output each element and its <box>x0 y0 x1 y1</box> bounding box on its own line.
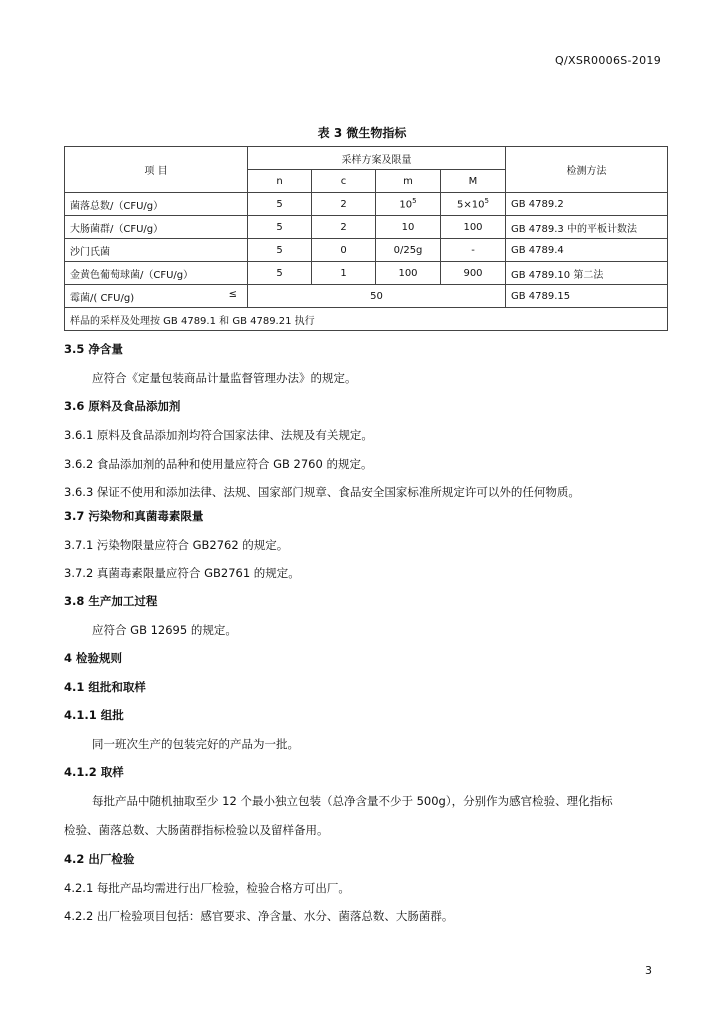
row-n: 5 <box>248 262 312 285</box>
table-footnote: 样品的采样及处理按 GB 4789.1 和 GB 4789.21 执行 <box>65 308 668 331</box>
subheader-n: n <box>248 170 312 193</box>
table-row <box>65 262 668 285</box>
section-4-1-1-title: 4.1.1 组批 <box>64 708 124 722</box>
row-method: GB 4789.10 第二法 <box>506 262 668 285</box>
row-M: 100 <box>441 216 506 239</box>
section-3-6-2: 3.6.2 食品添加剂的品种和使用量应符合 GB 2760 的规定。 <box>64 457 373 471</box>
row-n: 5 <box>248 216 312 239</box>
table-row-mold <box>65 285 668 308</box>
section-3-6-title: 3.6 原料及食品添加剂 <box>64 399 181 413</box>
row-M-base: 5×10 <box>457 199 485 211</box>
row-M: 900 <box>441 262 506 285</box>
section-4-1-2-text-line1: 每批产品中随机抽取至少 12 个最小独立包装（总净含量不少于 500g），分别作为感官检验、理化指标 <box>92 794 613 808</box>
section-4-1-1-text: 同一班次生产的包装完好的产品为一批。 <box>92 737 299 751</box>
microbial-indicator-table <box>64 146 668 331</box>
section-3-5-title: 3.5 净含量 <box>64 342 123 356</box>
row-item: 菌落总数/（CFU/g） <box>65 193 248 216</box>
row-n: 5 <box>248 239 312 262</box>
header-item: 项 目 <box>65 147 248 193</box>
section-4-1-2-text-line2: 检验、菌落总数、大肠菌群指标检验以及留样备用。 <box>64 823 329 837</box>
section-3-7-title: 3.7 污染物和真菌毒素限量 <box>64 509 204 523</box>
row-m-base: 10 <box>399 199 413 211</box>
row-m <box>376 193 441 216</box>
row-M-exponent: 5 <box>484 197 489 206</box>
row-method: GB 4789.3 中的平板计数法 <box>506 216 668 239</box>
row-m: 100 <box>376 262 441 285</box>
section-4-2-2: 4.2.2 出厂检验项目包括：感官要求、净含量、水分、菌落总数、大肠菌群。 <box>64 909 454 923</box>
section-3-6-1: 3.6.1 原料及食品添加剂均符合国家法律、法规及有关规定。 <box>64 428 373 442</box>
table-row <box>65 193 668 216</box>
row-item: 金黄色葡萄球菌/（CFU/g） <box>65 262 248 285</box>
section-4-2-1: 4.2.1 每批产品均需进行出厂检验，检验合格方可出厂。 <box>64 881 350 895</box>
section-4-1-title: 4.1 组批和取样 <box>64 680 146 694</box>
mold-limit: 50 <box>248 285 506 308</box>
section-3-7-2: 3.7.2 真菌毒素限量应符合 GB2761 的规定。 <box>64 566 300 580</box>
mold-method: GB 4789.15 <box>506 285 668 308</box>
header-sampling-plan: 采样方案及限量 <box>248 147 506 170</box>
document-code: Q/XSR0006S-2019 <box>555 54 661 67</box>
section-3-7-1: 3.7.1 污染物限量应符合 GB2762 的规定。 <box>64 538 289 552</box>
table-row <box>65 239 668 262</box>
table-row <box>65 216 668 239</box>
section-4-2-title: 4.2 出厂检验 <box>64 852 135 866</box>
section-3-8-title: 3.8 生产加工过程 <box>64 594 158 608</box>
table-title: 表 3 微生物指标 <box>317 126 407 140</box>
section-4-title: 4 检验规则 <box>64 651 123 665</box>
row-c: 1 <box>312 262 376 285</box>
row-method: GB 4789.2 <box>506 193 668 216</box>
section-4-1-2-title: 4.1.2 取样 <box>64 765 124 779</box>
mold-limit-symbol: ≤ <box>228 288 237 300</box>
section-3-8-text: 应符合 GB 12695 的规定。 <box>92 623 237 637</box>
header-test-method: 检测方法 <box>506 147 668 193</box>
page-number: 3 <box>645 964 652 977</box>
row-item: 大肠菌群/（CFU/g） <box>65 216 248 239</box>
subheader-c: c <box>312 170 376 193</box>
row-m: 0/25g <box>376 239 441 262</box>
row-method: GB 4789.4 <box>506 239 668 262</box>
row-c: 2 <box>312 216 376 239</box>
row-m: 10 <box>376 216 441 239</box>
row-M: - <box>441 239 506 262</box>
subheader-m: m <box>376 170 441 193</box>
mold-item <box>65 285 248 308</box>
section-3-6-3: 3.6.3 保证不使用和添加法律、法规、国家部门规章、食品安全国家标准所规定许可以外的任何物质。 <box>64 485 580 499</box>
section-3-5-text: 应符合《定量包装商品计量监督管理办法》的规定。 <box>92 371 357 385</box>
mold-item-label: 霉菌/( CFU/g) <box>70 292 135 304</box>
row-c: 0 <box>312 239 376 262</box>
row-item: 沙门氏菌 <box>65 239 248 262</box>
row-n: 5 <box>248 193 312 216</box>
row-m-exponent: 5 <box>412 197 417 206</box>
subheader-M: M <box>441 170 506 193</box>
row-M <box>441 193 506 216</box>
row-c: 2 <box>312 193 376 216</box>
